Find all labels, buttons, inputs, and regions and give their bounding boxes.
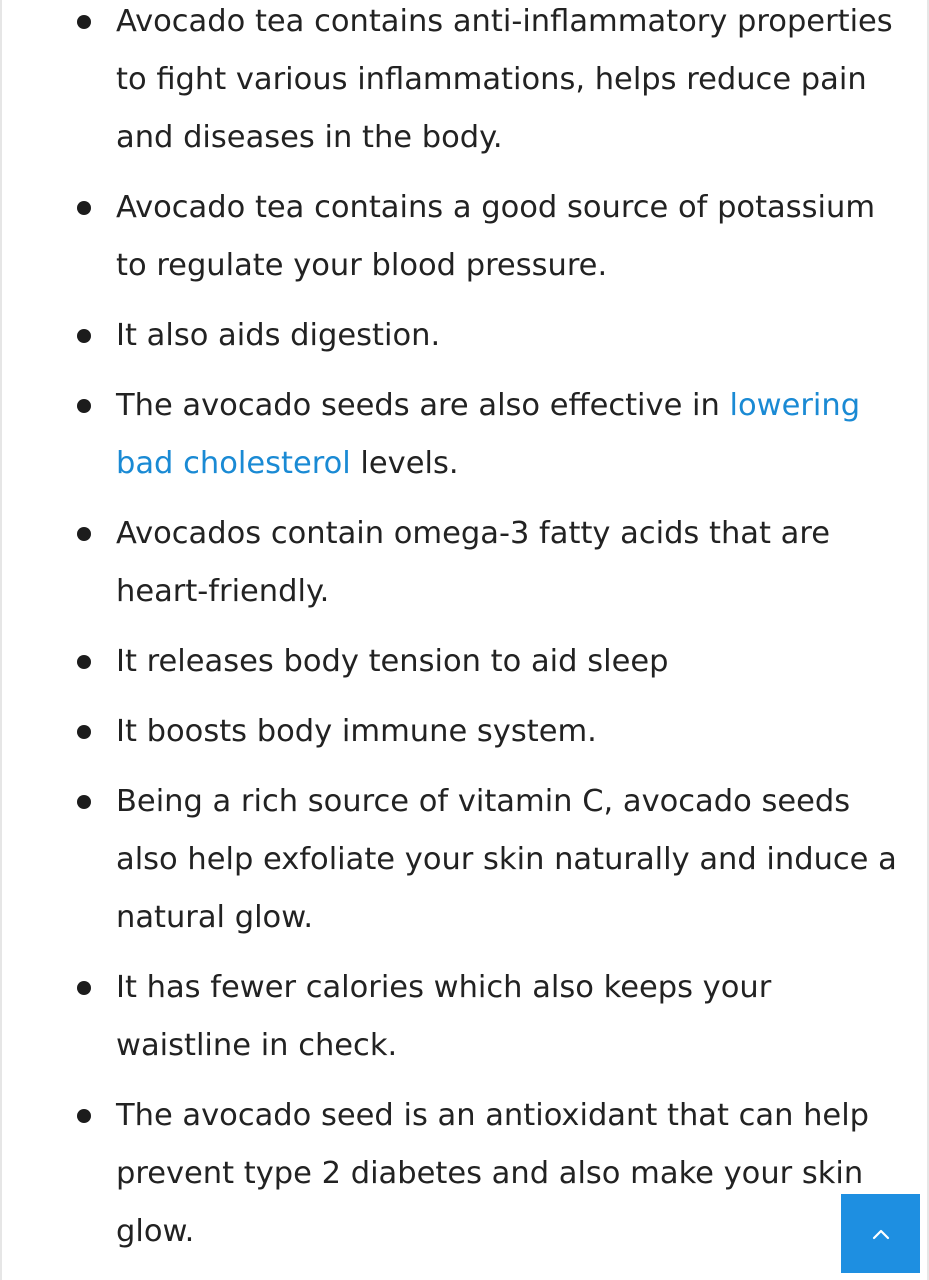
list-item [2, 1087, 929, 1261]
list-item [2, 307, 929, 365]
bullet-icon [77, 201, 91, 215]
bullet-icon [77, 527, 91, 541]
list-item [2, 179, 929, 295]
list-item [2, 377, 929, 493]
bullet-icon [77, 399, 91, 413]
bullet-icon [77, 795, 91, 809]
list-item-text: It releases body tension to aid sleep [116, 644, 669, 679]
list-item-text-after: levels. [350, 446, 459, 481]
bullet-icon [77, 655, 91, 669]
list-item-text: Avocado tea contains anti-inflammatory properties to fight various inflammations, helps reduce pain and diseases in the body. [116, 4, 893, 155]
list-item-text: It also aids digestion. [116, 318, 441, 353]
bullet-icon [77, 329, 91, 343]
list-item-text: It has fewer calories which also keeps your waistline in check. [116, 970, 772, 1063]
chevron-up-icon [872, 1228, 890, 1240]
list-item [2, 0, 929, 167]
list-item [2, 633, 929, 691]
list-item-text: Being a rich source of vitamin C, avocado seeds also help exfoliate your skin naturally and induce a natural glow. [116, 784, 897, 935]
bullet-icon [77, 15, 91, 29]
benefits-list [2, 0, 929, 1273]
list-item [2, 505, 929, 621]
list-item [2, 959, 929, 1075]
bullet-icon [77, 981, 91, 995]
list-item-text: It boosts body immune system. [116, 714, 597, 749]
list-item [2, 703, 929, 761]
list-item-text-before: The avocado seeds are also effective in [116, 388, 730, 423]
cholesterol-link[interactable]: lowering bad cholesterol [116, 388, 861, 481]
bullet-icon [77, 725, 91, 739]
list-item [2, 773, 929, 947]
list-item-text: Avocados contain omega-3 fatty acids that are heart-friendly. [116, 516, 830, 609]
bullet-icon [77, 1109, 91, 1123]
back-to-top-button[interactable] [841, 1194, 920, 1273]
list-item-text: Avocado tea contains a good source of potassium to regulate your blood pressure. [116, 190, 876, 283]
list-item-text: The avocado seed is an antioxidant that can help prevent type 2 diabetes and also make your skin glow. [116, 1098, 870, 1249]
